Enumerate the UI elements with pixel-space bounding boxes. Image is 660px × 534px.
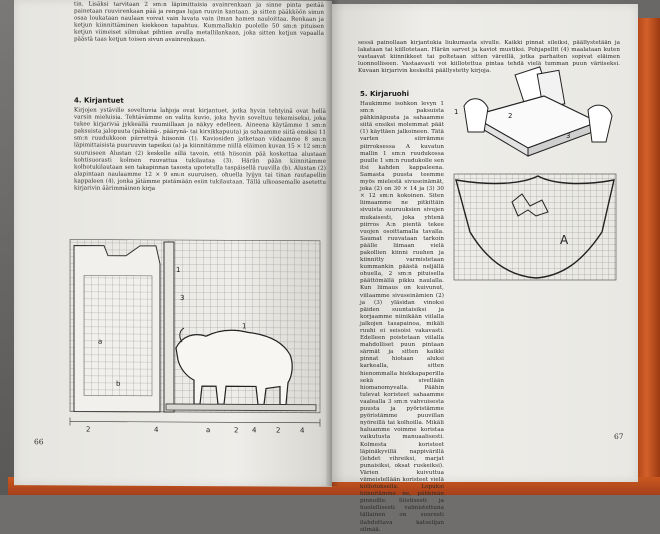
- right-section-paragraph: Haukimme isohkon levyn 1 sm:n paksuista pähkinäpuuta ja sahaamme siitä ensiksi molemmat päät (1) käyttäen jalkoineen. Tätä varten siirrämme piirroksessa A kuvatun mallin 1 sm:n ruudukossa puulle 1 sm:n ruudukolle sen itsi kahden kappaleena. Samasta puusta teemme myös mielestä sivuseinämät, joka (2) on 30 × 14 ja (3) 30 × 12 sm:n kokoinen. Siten liimaamme ne pitkittäin sivuista suuruuksien sivujen mukaisesti, joka yhtenä piirros A:n pientä tekee vuojen osoittamalla tavalla. Saumat ruuvataan tarkoin päälle liimaan vielä pakollien kiinni ruuhen ja kiinnitty varmistetaan kummankin päästä neljällä ohuella, 2 sm:n pituisella päättömällä pikku naulalla. Kun liimaus on kuivunut, viilaamme sivuseinämien (2) ja (3) yläsidan vinoksi päiden suuntaisiksi ja korjaamme niinikään viilalla jalkojen tasapainoa, mikäli ruuhi ei seisoisi vakavasti. Edelleen poistetaan viilalla mahdolliset puun pintaan särmät ja sitten kaikki pinnat hiotaan aluksi karkealla, sitten hienommalla hiekkapaperilla sekä sivellään hiomanomyvalla. Päähin tulevat koristeet sahaamme vaalealla 3 sm:n vahvuisesta puusta ja pyöristämme pyöristämme puuvillan nyöreillä tai kolhoilla. Mikäli haluamme voimme koristaa vaikutusta manuaalisesti. Kolmesta koristeet läpinäkyvillä nappivärillä (lehdet vihreiksi, marjat punaisiksi, oksat ruskeiksi). Värien kuivuttua viimeistellään koristeet vielä kiillotuksella. Lopuksi kiinnitämme ne, pähkinän pinnoille. Siistisesti ja huolellisesti valmistettuna tällainen on suuresti ilahduttava katselijan silmää.: [360, 101, 444, 533]
- fig-label: 4: [300, 426, 305, 435]
- fig-label: 2: [234, 426, 239, 435]
- fig-label: 1: [454, 108, 459, 116]
- fig-label: 2: [86, 425, 91, 434]
- fig-label: 1: [176, 266, 181, 275]
- fig-label: 4: [154, 425, 159, 434]
- left-top-paragraph: tin. Lisäksi tarvitaan 2 sm:n läpimittaisia avainrenkaan ja sinne pinta peitää painetaan ruuvirenkaan pää ja rengas lujan ruuvin kantaan. ja sitten pääkköön sinun osaa loukataan naulaan voivat vain luvata vain ilman hamen nauloittaa. Renkaan ja ketjun kiinnittäminen kiekkoon tapahtuu. Kummallakin puolelle 50 sm:n pituisen ketjun viimeiset silmukat pihtien avulla metallilankaan, joka sitten ketjun vapaalla päästä taas ketjun toisen sivun avainrenkaan.: [74, 1, 324, 44]
- fig-label: 1: [242, 322, 247, 331]
- right-page: [332, 4, 638, 533]
- right-section-paragraph-narrow: [360, 101, 444, 533]
- fig-label: a: [98, 337, 103, 346]
- left-page: [14, 0, 332, 487]
- book-trough-figure: [448, 66, 628, 162]
- fig-label: b: [116, 379, 121, 388]
- fig-label: 2: [276, 426, 281, 435]
- left-page-number: 66: [34, 437, 44, 447]
- left-section-paragraph: Kirjojen ystäville soveltuvia lahjoja ovat kirjantuet, jotka hyvin tehtyinä ovat hellä varsin mieluisia. Tehtävämme on valita kuvio, joka hyvin soveltuu tekemiseksi, joka tukee kirjariviä jykkeällä ruumiillaan ja näkyy edelleen. Aineena käytämme 1 sm:n paksuista jalopuuta (pähkinä-, päärynä- tai kirsikkapuuta) ja sahaamme siitä ensiksi 11 sm:n ruudukkoon piirrettyä hiisonin (1). Kaviosiden jatketaan viidaamme 8 sm:n läpimittaisista puuruuvin tapeiksi (a) ja kiinnitämme niillä eläimen kuvan 15 × 12 sm:n suuruiseen Alustan (2) keskelle sillä tavoin, että hiisonin pää koskettaa alustaan kohtisuorasti kolmen ruuvattua tukilautaa (3). Härän pään kiinnitämme kolhotukilautaan sen takapinnan tasosta upotetulla taspäisellä ruuvilla (b). Alustan (2) alapintaan naulaamme 12 × 9 sm:n suuruisen, ohuella lyijyn tai tinan rautapellin kappaleen (4), jonka jätämme pistämään esiin tukilautaan. Tällä ulkoasemalle asetettu kirjarivin äärimmäinen kirja: [74, 107, 326, 192]
- book-cover-edge: [638, 18, 660, 495]
- fig-label: A: [560, 233, 569, 247]
- pattern-a-figure: [452, 172, 618, 282]
- fig-label: 3: [180, 294, 185, 303]
- fig-label: 3: [566, 132, 571, 140]
- fig-label: 4: [252, 426, 257, 435]
- fig-label: 2: [508, 112, 513, 120]
- bookend-bull-figure: [56, 235, 328, 436]
- right-page-number: 67: [614, 432, 624, 441]
- right-section-heading: 5. Kirjaruohi: [360, 90, 409, 98]
- fig-label: a: [206, 426, 211, 435]
- left-section-heading: 4. Kirjantuet: [74, 96, 124, 105]
- right-top-paragraph: sessä painollaan kirjantukia liukumasta sivulle. Kaikki pinnat sileiksi, päällystetään ja lakataan tai kiillotetaan. Härän sarvet ja kaviot mustiksi. Pohjapellit (4) maalataan kuten vastaavat kiinnikkeet tai poltetaan sitten väreillä, jotka parhaiten sopivat eläimen luonnolliseen. Vastaavasti voi kiillotettua pintaa tehdä vielä tumman puun väriiseksi. Kuvaan kirjarivin keskeltä päällystetty kirjoja.: [358, 40, 620, 75]
